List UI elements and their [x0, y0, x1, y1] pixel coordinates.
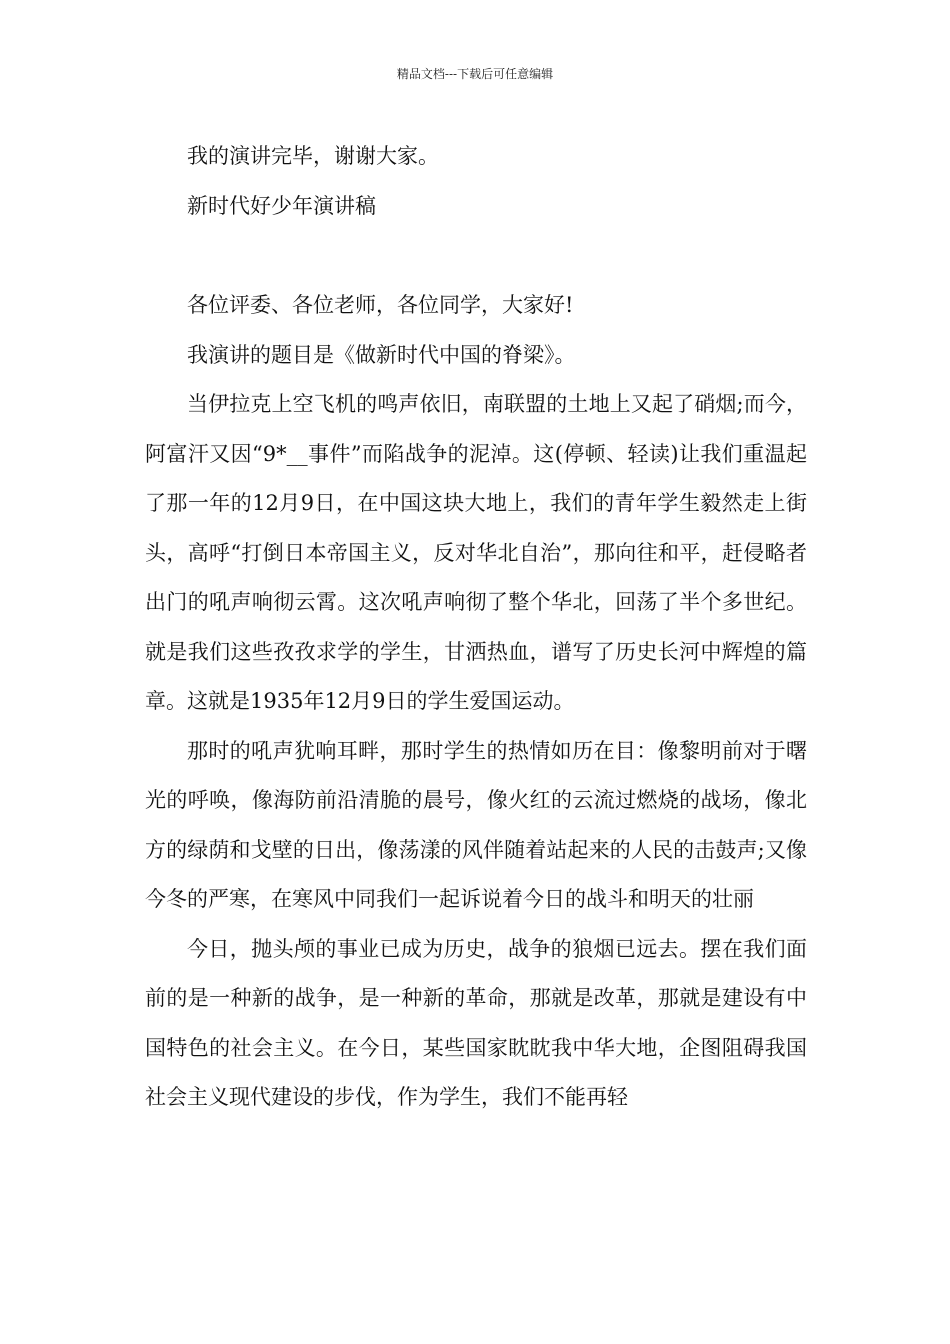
topic-paragraph: 我演讲的题目是《做新时代中国的脊梁》。 — [187, 342, 576, 367]
body-paragraph: 那时的吼声犹响耳畔，那时学生的热情如历在目：像黎明前对于曙光的呼唤，像海防前沿清脆的晨号，像火红的云流过燃烧的战场，像北方的绿荫和戈壁的日出，像荡漾的风伴随着站起来的人民的击鼓声;又像今冬的严寒，在寒风中同我们一起诉说着今日的战斗和明天的壮丽 — [145, 738, 807, 911]
page-header: 精品文档---下载后可任意编辑 — [396, 67, 554, 81]
body-text — [145, 132, 807, 1123]
body-paragraph: 今日，抛头颅的事业已成为历史，战争的狼烟已远去。摆在我们面前的是一种新的战争，是一种新的革命，那就是改革，那就是建设有中国特色的社会主义。在今日，某些国家眈眈我中华大地，企图阻碍我国社会主义现代建设的步伐，作为学生，我们不能再轻 — [145, 936, 807, 1109]
blank-line — [145, 231, 807, 281]
body-paragraph: 当伊拉克上空飞机的鸣声依旧，南联盟的土地上又起了硝烟;而今，阿富汗又因“9*__事件”而陷战争的泥淖。这(停顿、轻读)让我们重温起了那一年的12月9日，在中国这块大地上，我们的青年学生毅然走上街头，高呼“打倒日本帝国主义，反对华北自治”，那向往和平，赶侵略者出门的吼声响彻云霄。这次吼声响彻了整个华北，回荡了半个多世纪。就是我们这些孜孜求学的学生，甘洒热血，谱写了历史长河中辉煌的篇章。这就是1935年12月9日的学生爱国运动。 — [145, 392, 807, 713]
closing-line: 我的演讲完毕，谢谢大家。 — [187, 144, 439, 168]
speech-title: 新时代好少年演讲稿 — [187, 193, 376, 218]
greeting-paragraph: 各位评委、各位老师，各位同学，大家好! — [187, 293, 574, 317]
